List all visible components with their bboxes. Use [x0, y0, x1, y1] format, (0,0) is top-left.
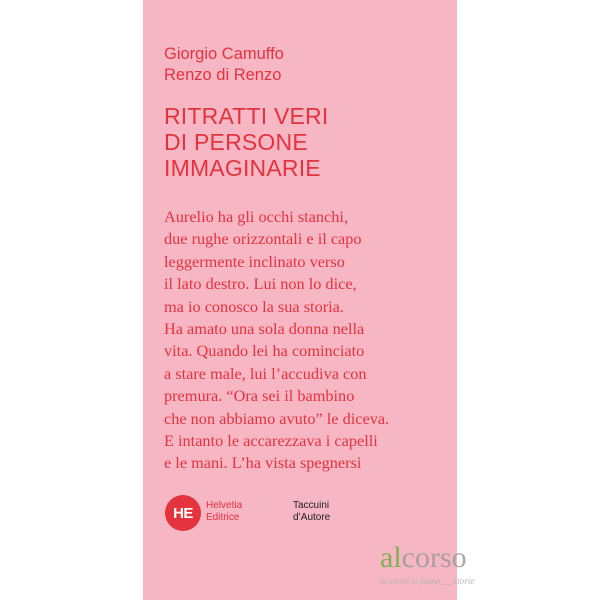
book-cover: [143, 0, 457, 600]
watermark-logo-suffix: corso: [401, 541, 467, 574]
authors: [164, 44, 284, 86]
title-line: IMMAGINARIE: [164, 155, 321, 181]
book-title: [164, 103, 328, 181]
watermark-logo: [380, 543, 467, 573]
publisher-name: Helvetia Editrice: [206, 500, 243, 523]
title-line: RITRATTI VERI: [164, 103, 329, 129]
title-line: DI PERSONE: [164, 129, 308, 155]
publisher-logo: [165, 495, 201, 531]
author-name: Giorgio Camuffo: [164, 45, 284, 63]
series-name: Taccuini d’Autore: [293, 500, 331, 523]
publisher-logo-text: HE: [173, 504, 193, 522]
watermark-logo-prefix: al: [380, 541, 402, 574]
watermark-tagline: le storie si fanno___storie: [380, 576, 475, 586]
cover-excerpt: Aurelio ha gli occhi stanchi, due rughe orizzontali e il capo leggermente inclinato verso il lato destro. Lui non lo dice, ma io conosco la sua storia. Ha amato una sola donna nella vita. Quando lei ha cominciato a stare male, lui l’accudiva con premura. “Ora sei il bambino che non abbiamo avuto” le diceva. E intanto le accarezzava i capelli e le mani. L’ha vista spegnersi: [164, 207, 390, 473]
author-name: Renzo di Renzo: [164, 66, 282, 84]
